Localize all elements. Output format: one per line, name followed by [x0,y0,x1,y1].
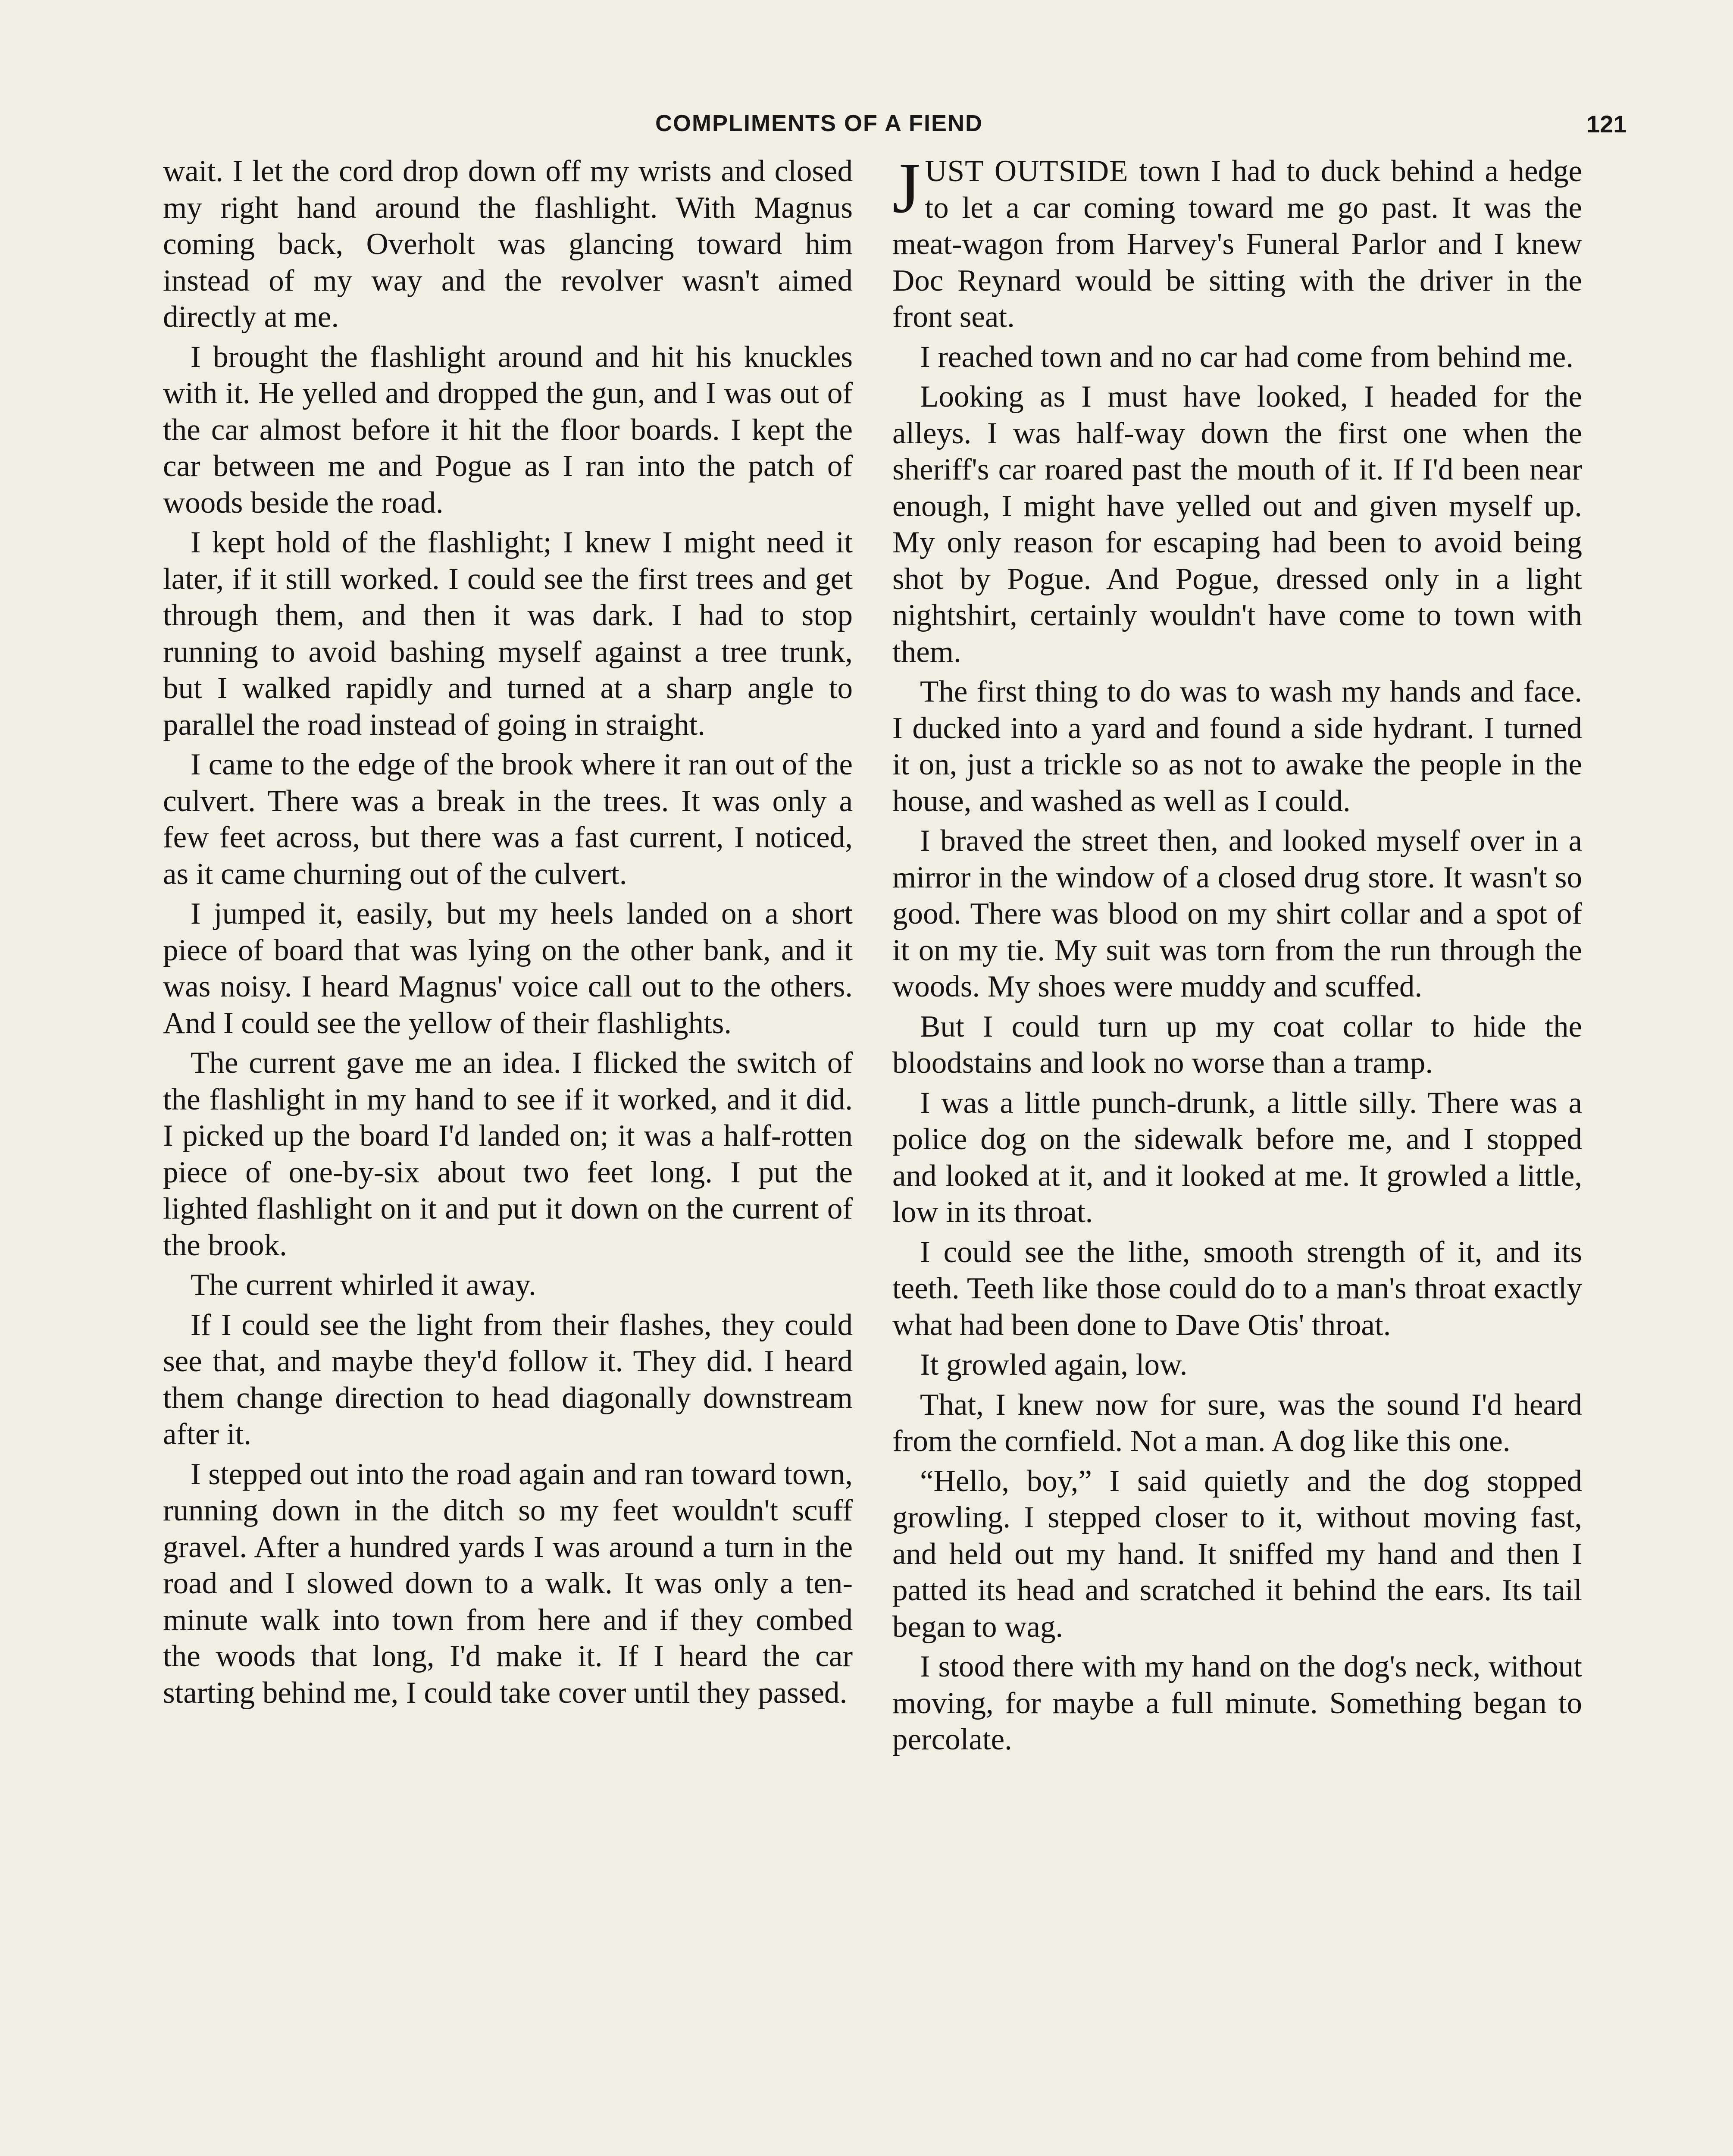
paragraph: The current whirled it away. [191,1268,536,1302]
section-opening-paragraph [892,153,1582,335]
paragraph: I stepped out into the road again and ran toward town, running down in the ditch so my feet wouldn't scuff gravel. After a hundred yards I was around a turn in the road and I slowed down to a walk. It was only a ten-minute walk into town from here and if they combed the woods that long, I'd make it. If I heard the car starting behind me, I could take cover until they passed. [163,1457,853,1710]
paragraph: I jumped it, easily, but my heels landed on a short piece of board that was lying on the other bank, and it was noisy. I heard Magnus' voice call out to the others. And I could see the yellow of their flashlights. [163,897,853,1040]
left-column [163,153,853,2156]
paragraph: I brought the flashlight around and hit his knuckles with it. He yelled and dropped the gun, and I was out of the car almost before it hit the floor boards. I kept the car between me and Pogue as I ran into the patch of woods beside the road. [163,340,853,520]
running-header-title: COMPLIMENTS OF A FIEND [655,110,983,136]
paragraph: The current gave me an idea. I flicked the switch of the flashlight in my hand to see if it worked, and it did. I picked up the board I'd landed on; it was a half-rotten piece of one-by-six about two feet long. I put the lighted flashlight on it and put it down on the current of the brook. [163,1046,853,1262]
paragraph: I reached town and no car had come from behind me. [920,340,1574,374]
paragraph: It growled again, low. [920,1348,1188,1382]
paragraph: That, I knew now for sure, was the sound I'd heard from the cornfield. Not a man. A dog like this one. [892,1388,1582,1458]
paragraph: I stood there with my hand on the dog's neck, without moving, for maybe a full minute. Something began to percolate. [892,1650,1582,1756]
paragraph: I braved the street then, and looked myself over in a mirror in the window of a closed drug store. It wasn't so good. There was blood on my shirt collar and a spot of it on my tie. My suit was torn from the run through the woods. My shoes were muddy and scuffed. [892,824,1582,1003]
right-column [892,153,1582,2156]
paragraph: “Hello, boy,” I said quietly and the dog stopped growling. I stepped closer to it, without moving fast, and held out my hand. It sniffed my hand and then I patted its head and scratched it behind the ears. Its tail began to wag. [892,1464,1582,1644]
paragraph: But I could turn up my coat collar to hide the bloodstains and look no worse than a tramp. [892,1009,1582,1080]
page-number: 121 [1586,110,1627,138]
paragraph: I was a little punch-drunk, a little silly. There was a police dog on the sidewalk before me, and I stopped and looked at it, and it looked at me. It growled a little, low in its throat. [892,1086,1582,1229]
paragraph: If I could see the light from their flashes, they could see that, and maybe they'd follow it. They did. I heard them change direction to head diagonally downstream after it. [163,1308,853,1451]
paragraph: I came to the edge of the brook where it ran out of the culvert. There was a break in the trees. It was only a few feet across, but there was a fast current, I noticed, as it came churning out of the culvert. [163,748,853,891]
paragraph: The first thing to do was to wash my hands and face. I ducked into a yard and found a side hydrant. I turned it on, just a trickle so as not to awake the people in the house, and washed as well as I could. [892,675,1582,818]
opening-text: town I had to duck behind a hedge to let a car coming toward me go past. It was the meat-wagon from Harvey's Funeral Parlor and I knew Doc Reynard would be sitting with the driver in the front seat. [892,154,1582,334]
lead-in-caps: UST OUTSIDE [925,154,1129,188]
paragraph: I kept hold of the flashlight; I knew I might need it later, if it still worked. I could see the first trees and get through them, and then it was dark. I had to stop running to avoid bashing myself against a tree trunk, but I walked rapidly and turned at a sharp angle to parallel the road instead of going in straight. [163,526,853,742]
paragraph: I could see the lithe, smooth strength of it, and its teeth. Teeth like those could do to a man's throat exactly what had been done to Dave Otis' throat. [892,1235,1582,1342]
drop-cap: J [892,153,921,228]
paragraph: Looking as I must have looked, I headed for the alleys. I was half-way down the first one when the sheriff's car roared past the mouth of it. If I'd been near enough, I might have yelled out and given myself up. My only reason for escaping had been to avoid being shot by Pogue. And Pogue, dressed only in a light nightshirt, certainly wouldn't have come to town with them. [892,380,1582,669]
paragraph: wait. I let the cord drop down off my wrists and closed my right hand around the flashlight. With Magnus coming back, Overholt was glancing toward him instead of my way and the revolver wasn't aimed directly at me. [163,154,853,334]
